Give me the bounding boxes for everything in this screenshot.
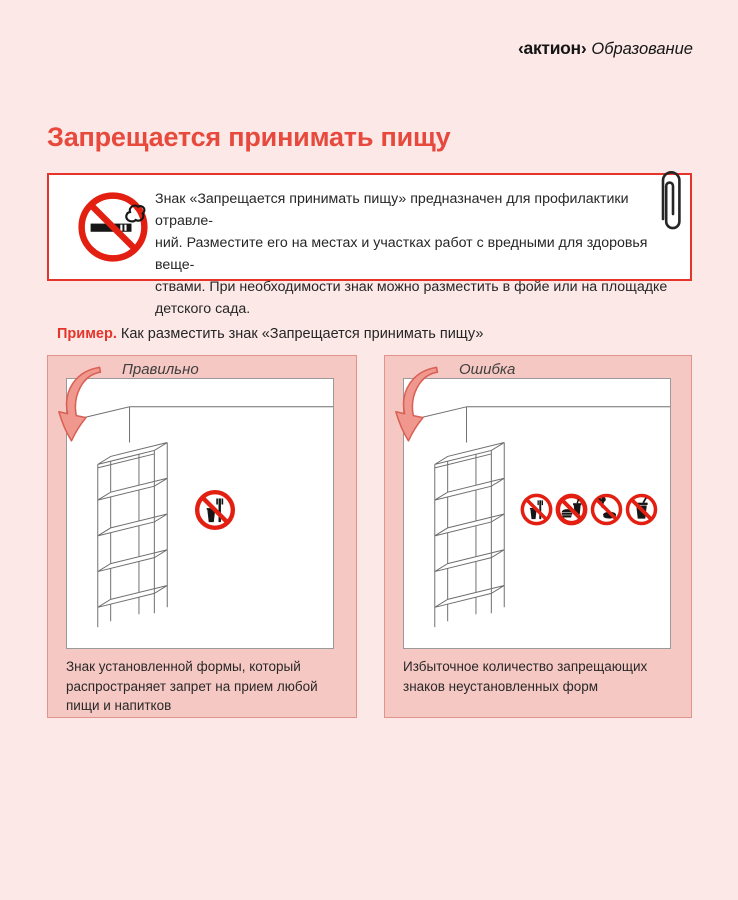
example-label: Пример. [57, 326, 117, 342]
curved-arrow-icon [393, 362, 451, 450]
info-box-line: ний. Разместите его на местах и участках работ с вредными для здоровья веще- [155, 235, 648, 273]
example-text: Как разместить знак «Запрещается принимать пищу» [120, 326, 484, 342]
signs-row [519, 492, 659, 527]
paperclip-icon [656, 163, 686, 241]
no-fastfood-sign-icon [554, 492, 589, 527]
no-snacks-sign-icon [589, 492, 624, 527]
info-box-line: ствами. При необходимости знак можно разместить в фойе или на площадке [155, 279, 668, 295]
no-eating-sign-icon [519, 492, 554, 527]
info-box [47, 173, 692, 317]
example-line [57, 326, 483, 342]
curved-arrow-icon [56, 362, 114, 450]
brand-suffix: Образование [591, 40, 693, 58]
panel-correct-caption: Знак установленной формы, который распространяет запрет на прием любой пищи и напитков [66, 659, 318, 713]
signs-row [193, 488, 237, 532]
info-box-line: детского сада. [155, 301, 251, 317]
info-box-text [155, 188, 675, 320]
panel-error [384, 355, 692, 718]
no-eating-sign-icon [193, 488, 237, 532]
panel-correct-label: Правильно [122, 361, 199, 378]
shelf-drawing [435, 443, 504, 628]
info-box-line: Знак «Запрещается принимать пищу» предназначен для профилактики отравле- [155, 191, 629, 229]
shelf-drawing [98, 443, 167, 628]
panel-error-label: Ошибка [459, 361, 516, 378]
panel-error-caption: Избыточное количество запрещающих знаков неустановленных форм [403, 659, 648, 694]
brand-name: ‹актион› [518, 38, 587, 58]
panel-correct [47, 355, 357, 718]
no-smoking-sign-icon [76, 190, 150, 264]
brand-logo [518, 38, 693, 59]
page-title: Запрещается принимать пищу [47, 122, 451, 152]
no-drink-sign-icon [624, 492, 659, 527]
